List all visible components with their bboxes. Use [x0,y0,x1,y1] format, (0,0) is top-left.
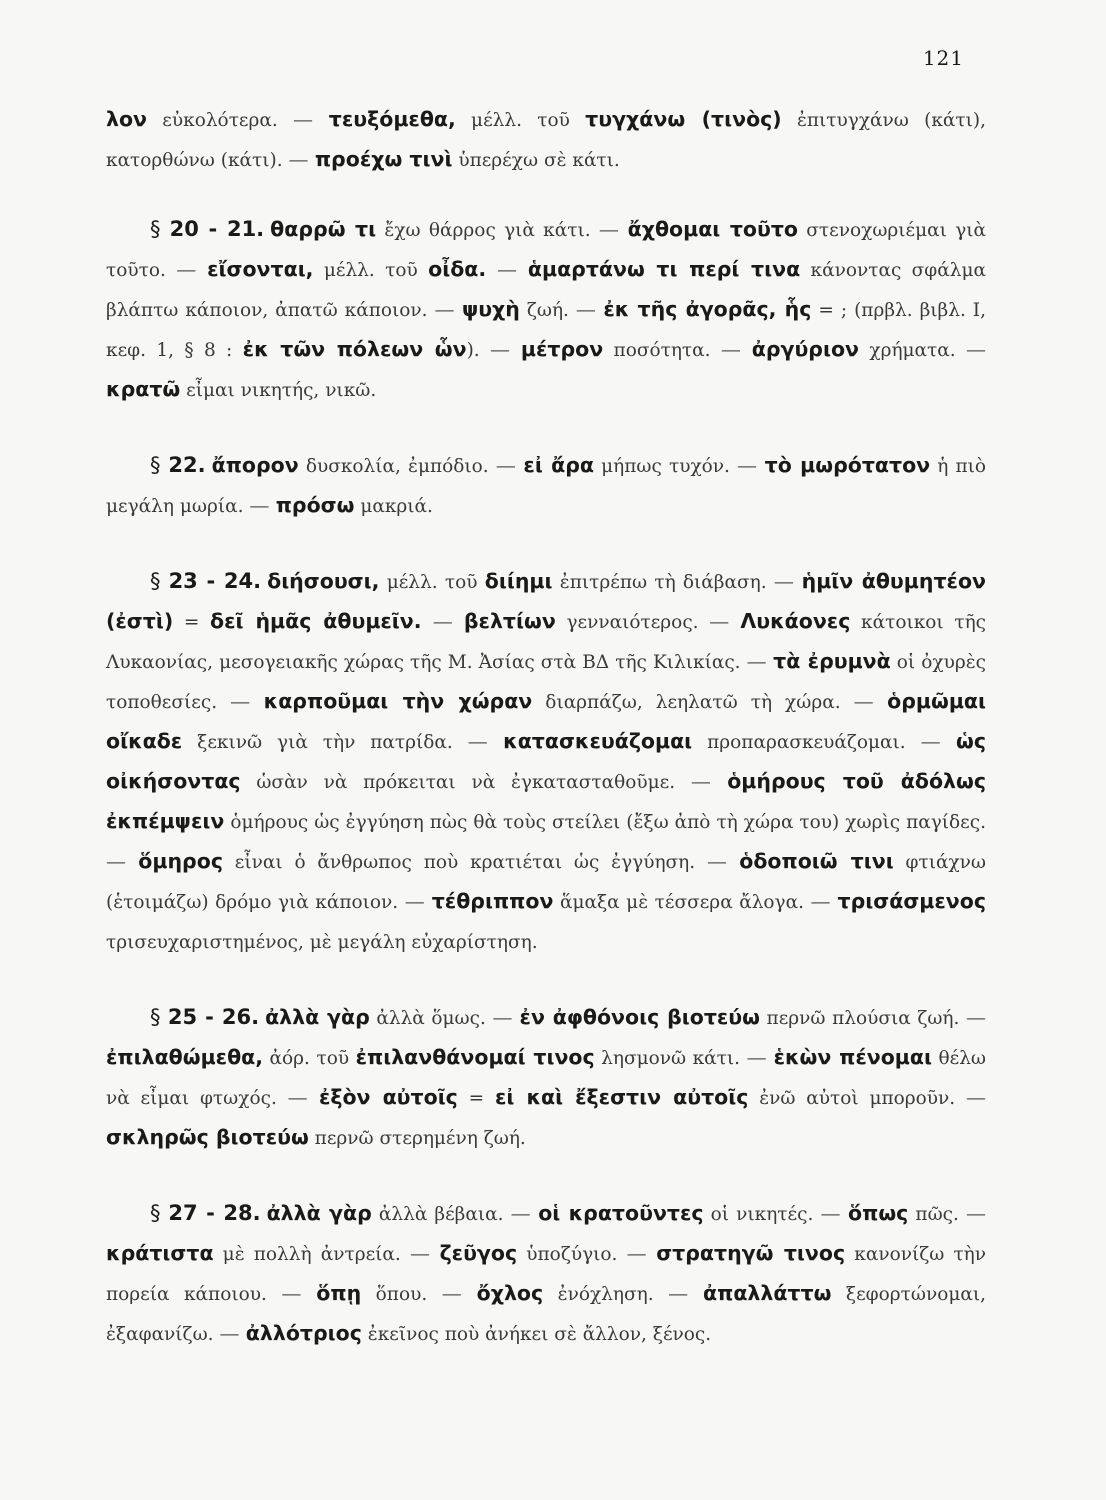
gloss: χρήματα. [859,340,967,361]
lemma: καρποῦμαι τὴν χώραν [263,689,533,713]
gloss: προπαρασκευάζομαι. [692,732,921,753]
section-marker [106,453,206,477]
gloss: τρισευχαριστημένος, μὲ μεγάλη εὐχαρίστηση. [106,932,538,953]
lemma: μέτρον [520,337,604,361]
gloss: ὑπερέχω σὲ κάτι. [452,150,620,171]
separator-dash: — [281,1281,317,1305]
gloss: μέλλ. τοῦ [455,110,586,131]
gloss: εὐκολότερα. [147,110,294,131]
gloss: στενοχωριέμαι γιὰ τοῦτο. [106,220,986,281]
separator-dash: — [230,689,264,713]
lemma: ἐν ἀφθόνοις βιοτεύω [519,1005,760,1029]
section-number: 25 - 26. [167,1005,260,1029]
lemma: ἐπιλαθώμεθα, [106,1045,264,1069]
lemma: ἄχθομαι τοῦτο [627,217,799,241]
gloss: φτιάχνω (ἑτοιμάζω) δρόμο γιὰ κάποιον. [106,852,987,913]
lemma: ὅπῃ [316,1281,362,1305]
lemma: τέθριππον [431,889,554,913]
separator-dash: — [421,609,464,633]
gloss: ξεφορτώνομαι, ἐξαφανίζω. [106,1284,986,1345]
section-number: 22. [168,453,206,477]
glossary-paragraph [106,562,986,962]
gloss: δυσκολία, ἐμπόδιο. [298,456,496,477]
lemma: λον [106,107,148,131]
lemma: ἀπαλλάττω [703,1281,832,1305]
gloss: κάτοικοι τῆς Λυκαονίας, μεσογειακῆς χώρας τῆς Μ. Ἀσίας στὰ ΒΔ τῆς Κιλικίας. [106,612,987,673]
gloss: κάνοντας σφάλμα βλάπτω κάποιον, ἀπατῶ κάποιον. [106,260,986,321]
lemma: διήσουσι, [267,569,380,593]
separator-dash: — [626,1241,657,1265]
lemma: ἐκ τῆς ἀγορᾶς, ἧς [603,297,812,321]
separator-dash: — [492,1005,520,1029]
separator-dash: — [966,1005,986,1029]
gloss: οἱ ὀχυρὲς τοποθεσίες. [106,652,986,713]
gloss: ἡ πιὸ μεγάλη μωρία. [106,456,987,517]
gloss: μέλλ. τοῦ [379,572,485,593]
lemma: θαρρῶ τι [270,217,377,241]
gloss: ζωή. [519,300,576,321]
lemma: βελτίων [463,609,556,633]
lemma: κράτιστα [106,1241,214,1265]
lemma: εἴσονται, [207,257,314,281]
gloss: πῶς. [908,1204,966,1225]
gloss: ὁμήρους ὡς ἐγγύηση πὼς θὰ τοὺς στείλει (ἔξω ἀπὸ τὴ χώρα του) χωρὶς παγίδες. [224,812,986,833]
separator-dash: — [746,649,774,673]
separator-dash: — [486,257,528,281]
lemma: ὁμήρους τοῦ ἀδόλως ἐκπέμψειν [106,769,986,833]
separator-dash: — [404,889,432,913]
gloss: ποσότητα. [603,340,721,361]
separator-dash: — [853,689,888,713]
lemma: δεῖ ἡμᾶς ἀθυμεῖν. [210,609,422,633]
separator-dash: — [575,297,604,321]
lemma: ἀλλότριος [245,1321,362,1345]
separator-dash: — [434,297,462,321]
section-marker [106,1201,261,1225]
glossary-paragraph [106,210,986,410]
page-number: 121 [922,46,964,70]
gloss: ). [466,340,491,361]
separator-dash: — [737,453,765,477]
lemma: ἀργύριον [751,337,860,361]
gloss: μακριά. [354,496,433,517]
separator-dash: — [441,1281,477,1305]
separator-dash: — [288,147,315,171]
gloss: λησμονῶ κάτι. [594,1048,747,1069]
lemma: ὁδοποιῶ τινι [739,849,894,873]
lemma: κρατῶ [106,377,181,401]
lemma: ἀλλὰ γὰρ [265,1005,370,1029]
lemma: ὡς οἰκήσοντας [106,729,986,793]
gloss: κανονίζω τὴν πορεία κάποιου. [106,1244,987,1305]
separator-dash: — [920,729,957,753]
separator-dash: — [668,1281,704,1305]
lemma: ἡμῖν ἀθυμητέον (ἐστὶ) [106,569,986,633]
gloss: ἐνῶ αὐτοὶ μποροῦν. [748,1088,966,1109]
lemma: πρόσω [275,493,355,517]
lemma: ἄπορον [211,453,299,477]
section-symbol: § [150,1201,169,1225]
lemma: Λυκάονες [740,609,851,633]
glossary-paragraph [106,446,986,526]
separator-dash: — [467,729,504,753]
separator-dash: — [746,1045,774,1069]
separator-dash: — [176,257,208,281]
gloss: μήπως τυχόν. [594,456,738,477]
lemma: στρατηγῶ τινος [656,1241,846,1265]
gloss: περνῶ στερημένη ζωή. [308,1128,526,1149]
gloss: ἀόρ. τοῦ [263,1048,356,1069]
section-marker [106,1005,259,1029]
gloss: ἐπιτρέπω τὴ διάβαση. [552,572,774,593]
gloss: οἱ νικητές. [703,1204,821,1225]
section-symbol: § [150,453,169,477]
separator-dash: — [598,217,628,241]
gloss: γενναιότερος. [555,612,710,633]
lemma: ἐπιλανθάνομαί τινος [355,1045,595,1069]
lemma: οἱ κρατοῦντες [538,1201,704,1225]
section-marker [106,569,261,593]
lemma: ἁμαρτάνω τι περί τινα [527,257,801,281]
lemma: ὅπως [848,1201,909,1225]
lemma: οἶδα. [428,257,487,281]
lemma: ἑκὼν πένομαι [773,1045,932,1069]
section-marker [106,217,264,241]
lemma: κατασκευάζομαι [503,729,693,753]
separator-dash: — [966,337,987,361]
lemma: τευξόμεθα, [328,107,456,131]
separator-dash: — [810,889,838,913]
gloss: εἶναι ὁ ἄνθρωπος ποὺ κρατιέται ὡς ἐγγύηση. [222,852,707,873]
lemma: προέχω τινὶ [314,147,453,171]
section-symbol: § [150,1005,168,1029]
gloss: ἀλλὰ βέβαια. [371,1204,511,1225]
lemma: ὄχλος [476,1281,544,1305]
section-symbol: § [150,217,170,241]
lemma: σκληρῶς βιοτεύω [106,1125,309,1149]
gloss: θέλω νὰ εἶμαι φτωχός. [106,1048,987,1109]
separator-dash: — [409,1241,440,1265]
glossary-paragraph [106,100,986,180]
glossary-text [106,100,986,1390]
gloss: ἀλλὰ ὅμως. [369,1008,493,1029]
glossary-paragraph [106,998,986,1158]
glossary-paragraph [106,1194,986,1354]
section-symbol: § [150,569,169,593]
separator-dash: — [690,769,728,793]
separator-dash: — [720,337,752,361]
gloss: ἔχω θάρρος γιὰ κάτι. [376,220,599,241]
gloss: εἶμαι νικητής, νικῶ. [180,380,377,401]
section-number: 20 - 21. [169,217,265,241]
separator-dash: — [249,493,276,517]
gloss: περνῶ πλούσια ζωή. [759,1008,966,1029]
lemma: τὰ ἐρυμνὰ [773,649,891,673]
lemma: τυγχάνω (τινὸς) [585,107,782,131]
lemma: ψυχὴ [461,297,520,321]
separator-dash: — [490,337,521,361]
gloss: ὅπου. [361,1284,442,1305]
lemma: ἐξὸν αὐτοῖς [318,1085,458,1109]
gloss: = ; (πρβλ. βιβλ. I, κεφ. 1, § 8 : [106,300,986,361]
lemma: τὸ μωρότατον [764,453,931,477]
section-number: 23 - 24. [168,569,262,593]
gloss: ἐκεῖνος ποὺ ἀνήκει σὲ ἄλλον, ξένος. [361,1324,712,1345]
gloss: ἐπιτυγχάνω (κάτι), κατορθώνω (κάτι). [106,110,986,171]
gloss: ἅμαξα μὲ τέσσερα ἄλογα. [553,892,811,913]
lemma: εἰ καὶ ἔξεστιν αὐτοῖς [494,1085,749,1109]
gloss: ὡσὰν νὰ πρόκειται νὰ ἐγκατασταθοῦμε. [240,772,691,793]
separator-dash: — [287,1085,319,1109]
separator-dash: — [965,1085,986,1109]
gloss: διαρπάζω, λεηλατῶ τὴ χώρα. [532,692,854,713]
gloss: = [173,612,211,633]
gloss: ἐνόχληση. [543,1284,669,1305]
separator-dash: — [820,1201,849,1225]
lemma: ζεῦγος [439,1241,518,1265]
separator-dash: — [966,1201,986,1225]
gloss: μὲ πολλὴ ἀντρεία. [213,1244,410,1265]
lemma: τρισάσμενος [837,889,986,913]
gloss: ὑποζύγιο. [517,1244,627,1265]
gloss: ξεκινῶ γιὰ τὴν πατρίδα. [182,732,468,753]
lemma: ἐκ τῶν πόλεων ὧν [242,337,467,361]
separator-dash: — [293,107,329,131]
section-number: 27 - 28. [168,1201,261,1225]
gloss: μέλλ. τοῦ [313,260,429,281]
separator-dash: — [106,849,139,873]
gloss: = [457,1088,495,1109]
separator-dash: — [709,609,741,633]
lemma: εἰ ἄρα [523,453,595,477]
lemma: ἀλλὰ γὰρ [266,1201,372,1225]
separator-dash: — [219,1321,246,1345]
lemma: ὅμηρος [138,849,223,873]
separator-dash: — [706,849,740,873]
separator-dash: — [773,569,802,593]
lemma: ὁρμῶμαι οἴκαδε [106,689,986,753]
separator-dash: — [495,453,524,477]
separator-dash: — [510,1201,539,1225]
lemma: διίημι [484,569,553,593]
